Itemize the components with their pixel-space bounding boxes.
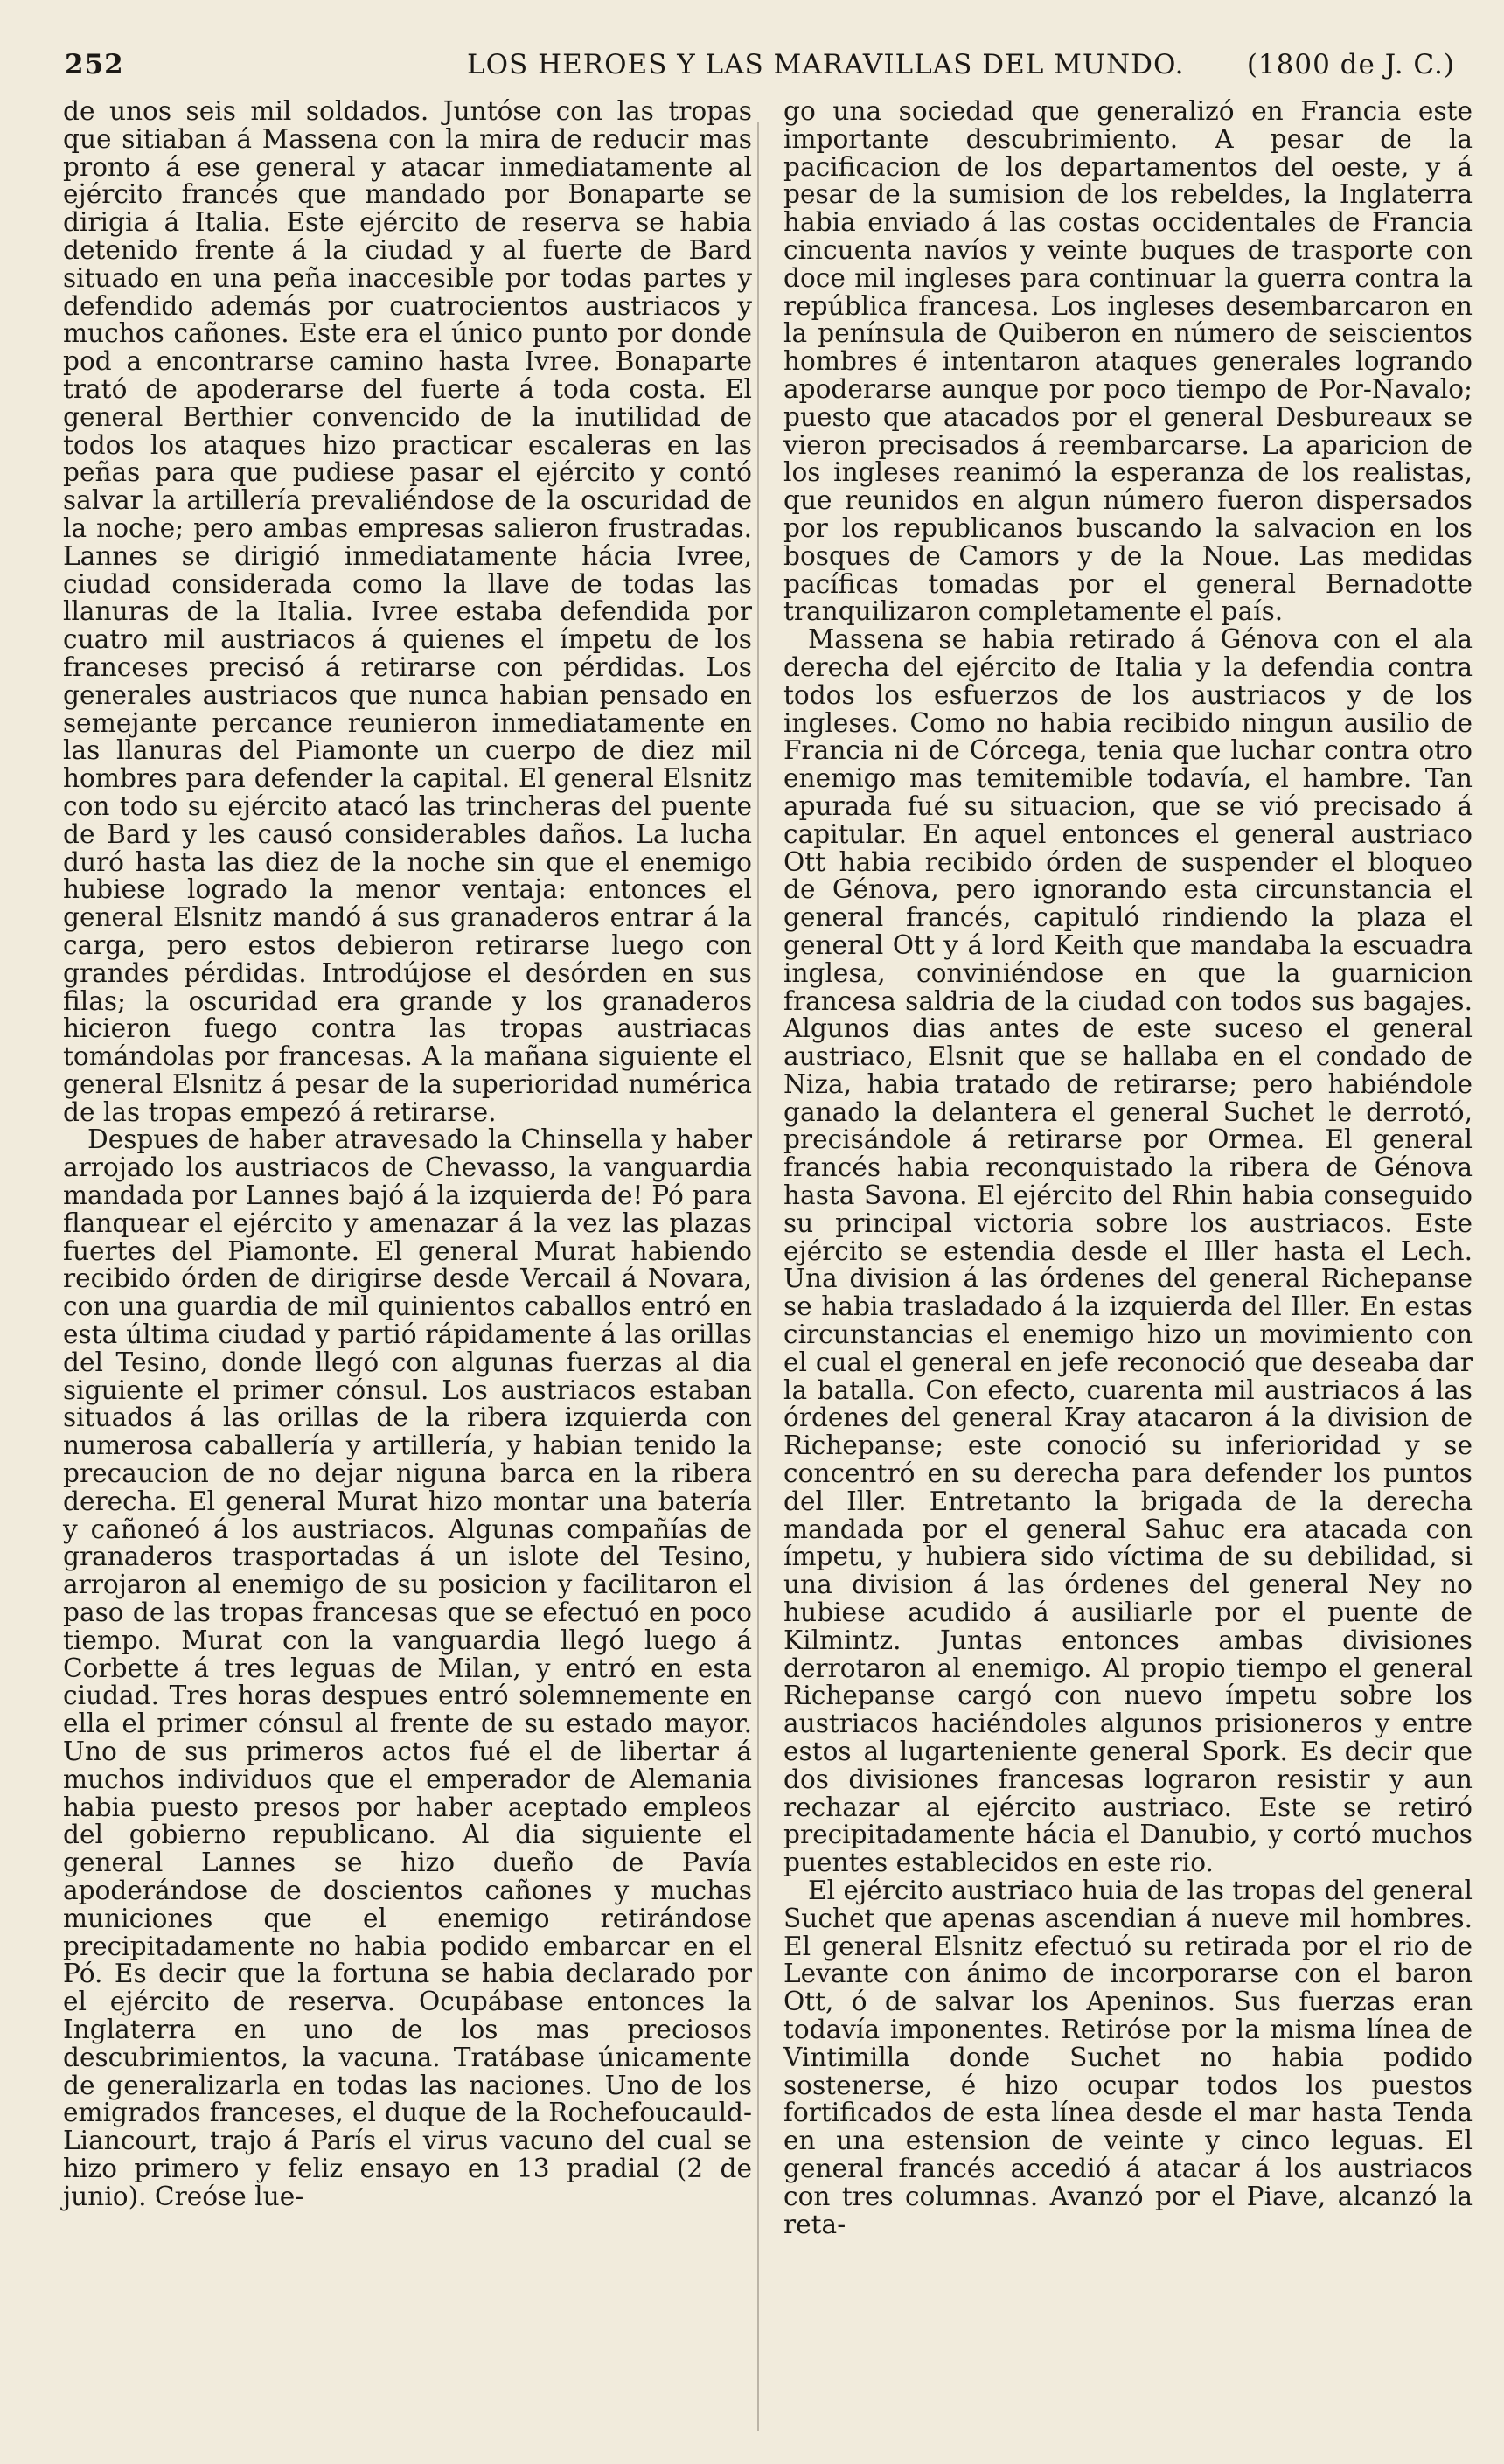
paragraph: go una sociedad que generalizó en Francia este importante descubrimiento. A pesar de la pacificacion de los departamentos del oeste, y á pesar de la sumision de los rebeldes, la Inglaterra habia enviado á las costas occidentales de Francia cincuenta navíos y veinte buques de trasporte con doce mil ingleses para continuar la guerra contra la república francesa. Los ingleses desembarcaron en la península de Quiberon en número de seiscientos hombres é intentaron ataques generales logrando apoderarse aunque por poco tiempo de Por-Navalo; puesto que atacados por el general Desbureaux se vieron precisados á reembarcarse. La aparicion de los ingleses reanimó la esperanza de los realistas, que reunidos en algun número fueron dispersados por los republicanos buscando la salvacion en los bosques de Camors y de la Noue. Las medidas pacíficas tomadas por el general Bernadotte tranquilizaron completamente el país.	[783, 96, 1473, 627]
left-column	[63, 98, 752, 2211]
page-number: 252	[65, 49, 124, 80]
paragraph: El ejército austriaco huia de las tropas del general Suchet que apenas ascendian á nueve mil hombres. El general Elsnitz efectuó su retirada por el rio de Levante con ánimo de incorporarse con el baron Ott, ó de salvar los Apeninos. Sus fuerzas eran todavía imponentes. Retiróse por la misma línea de Vintimilla donde Suchet no habia podido sostenerse, é hizo ocupar todos los puestos fortificados de esta línea desde el mar hasta Tenda en una estension de veinte y cinco leguas. El general francés accedió á atacar á los austriacos con tres columnas. Avanzó por el Piave, alcanzó la reta-	[783, 1876, 1473, 2239]
page-header	[65, 49, 1455, 87]
right-column	[783, 98, 1473, 2238]
paragraph: Despues de haber atravesado la Chinsella y haber arrojado los austriacos de Chevasso, la vanguardia mandada por Lannes bajó á la izquierda de! Pó para flanquear el ejército y amenazar á la vez las plazas fuertes del Piamonte. El general Murat habiendo recibido órden de dirigirse desde Vercail á Novara, con una guardia de mil quinientos caballos entró en esta última ciudad y partió rápidamente á las orillas del Tesino, donde llegó con algunas fuerzas al dia siguiente el primer cónsul. Los austriacos estaban situados á las orillas de la ribera izquierda con numerosa caballería y artillería, y habian tenido la precaucion de no dejar niguna barca en la ribera derecha. El general Murat hizo montar una batería y cañoneó á los austriacos. Algunas compañías de granaderos trasportadas á un islote del Tesino, arrojaron al enemigo de su posicion y facilitaron el paso de las tropas francesas que se efectuó en poco tiempo. Murat con la vanguardia llegó luego á Corbette á tres leguas de Milan, y entró en esta ciudad. Tres horas despues entró solemnemente en ella el primer cónsul al frente de su estado mayor. Uno de sus primeros actos fué el de libertar á muchos individuos que el emperador de Alemania habia puesto presos por haber aceptado empleos del gobierno republicano. Al dia siguiente el general Lannes se hizo dueño de Pavía apoderándose de doscientos cañones y muchas municiones que el enemigo retirándose precipitadamente no habia podido embarcar en el Pó. Es decir que la fortuna se habia declarado por el ejército de reserva. Ocupábase entonces la Inglaterra en uno de los mas preciosos descubrimientos, la vacuna. Tratábase únicamente de generalizarla en todas las naciones. Uno de los emigrados franceses, el duque de la Rochefoucauld-Liancourt, trajo á París el virus vacuno del cual se hizo primero y feliz ensayo en 13 pradial (2 de junio). Creóse lue-	[63, 1124, 752, 2211]
paragraph: de unos seis mil soldados. Juntóse con las tropas que sitiaban á Massena con la mira de reducir mas pronto á ese general y atacar inmediatamente al ejército francés que mandado por Bonaparte se dirigia á Italia. Este ejército de reserva se habia detenido frente á la ciudad y al fuerte de Bard situado en una peña inaccesible por todas partes y defendido además por cuatrocientos austriacos y muchos cañones. Este era el único punto por donde pod a encontrarse camino hasta Ivree. Bonaparte trató de apoderarse del fuerte á toda costa. El general Berthier convencido de la inutilidad de todos los ataques hizo practicar escaleras en las peñas para que pudiese pasar el ejército y contó salvar la artillería prevaliéndose de la oscuridad de la noche; pero ambas empresas salieron frustradas. Lannes se dirigió inmediatamente hácia Ivree, ciudad considerada como la llave de todas las llanuras de la Italia. Ivree estaba defendida por cuatro mil austriacos á quienes el ímpetu de los franceses precisó á retirarse con pérdidas. Los generales austriacos que nunca habian pensado en semejante percance reunieron inmediatamente en las llanuras del Piamonte un cuerpo de diez mil hombres para defender la capital. El general Elsnitz con todo su ejército atacó las trincheras del puente de Bard y les causó considerables daños. La lucha duró hasta las diez de la noche sin que el enemigo hubiese logrado la menor ventaja: entonces el general Elsnitz mandó á sus granaderos entrar á la carga, pero estos debieron retirarse luego con grandes pérdidas. Introdújose el desórden en sus filas; la oscuridad era grande y los granaderos hicieron fuego contra las tropas austriacas tomándolas por francesas. A la mañana siguiente el general Elsnitz á pesar de la superioridad numérica de las tropas empezó á retirarse.	[63, 96, 752, 1127]
header-date: (1800 de J. C.)	[1246, 49, 1455, 80]
paragraph: Massena se habia retirado á Génova con el ala derecha del ejército de Italia y la defendia contra todos los esfuerzos de los austriacos y de los ingleses. Como no habia recibido ningun ausilio de Francia ni de Córcega, tenia que luchar contra otro enemigo mas temitemible todavía, el hambre. Tan apurada fué su situacion, que se vió precisado á capitular. En aquel entonces el general austriaco Ott habia recibido órden de suspender el bloqueo de Génova, pero ignorando esta circunstancia el general francés, capituló rindiendo la plaza el general Ott y á lord Keith que mandaba la escuadra inglesa, conviniéndose en que la guarnicion francesa saldria de la ciudad con todos sus bagajes. Algunos dias antes de este suceso el general austriaco, Elsnit que se hallaba en el condado de Niza, habia tratado de retirarse; pero habiéndole ganado la delantera el general Suchet le derrotó, precisándole á retirarse por Ormea. El general francés habia reconquistado la ribera de Génova hasta Savona. El ejército del Rhin habia conseguido su principal victoria sobre los austriacos. Este ejército se estendia desde el Iller hasta el Lech. Una division á las órdenes del general Richepanse se habia trasladado á la izquierda del Iller. En estas circunstancias el enemigo hizo un movimiento con el cual el general en jefe reconoció que deseaba dar la batalla. Con efecto, cuarenta mil austriacos á las órdenes del general Kray atacaron á la division de Richepanse; este conoció su inferioridad y se concentró en su derecha para defender los puntos del Iller. Entretanto la brigada de la derecha mandada por el general Sahuc era atacada con ímpetu, y hubiera sido víctima de su debilidad, si una division á las órdenes del general Ney no hubiese acudido á ausiliarle por el puente de Kilmintz. Juntas entonces ambas divisiones derrotaron al enemigo. Al propio tiempo el general Richepanse cargó con nuevo ímpetu sobre los austriacos haciéndoles algunos prisioneros y entre estos al lugarteniente general Spork. Es decir que dos divisiones francesas lograron resistir y aun rechazar al ejército austriaco. Este se retiró precipitadamente hácia el Danubio, y cortó muchos puentes establecidos en este rio.	[783, 624, 1473, 1878]
running-title: LOS HEROES Y LAS MARAVILLAS DEL MUNDO.	[467, 49, 1185, 80]
column-divider	[757, 122, 759, 2431]
